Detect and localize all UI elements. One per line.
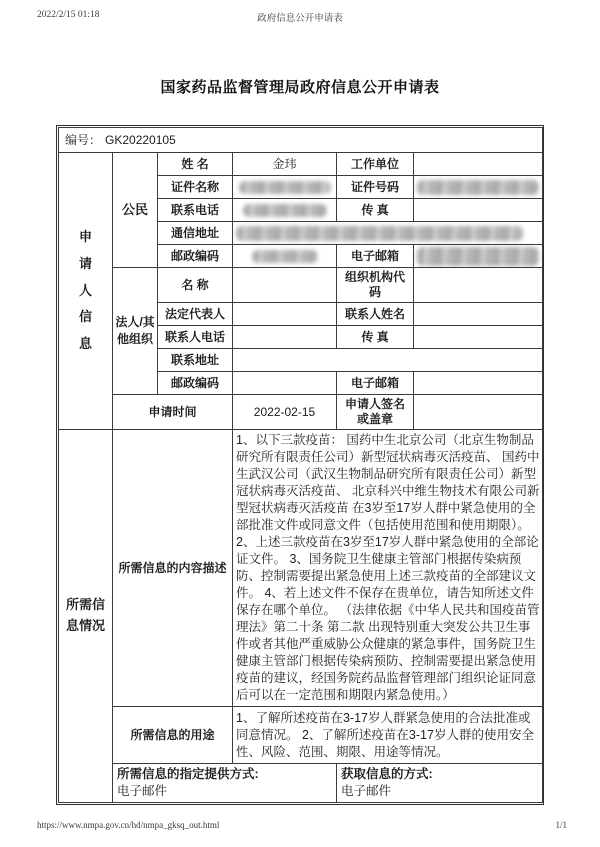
print-doc-title: 政府信息公开申请表	[257, 14, 343, 24]
org-email-value	[414, 372, 543, 395]
contact-name-label: 联系人姓名	[337, 303, 414, 326]
cert-no-label: 证件号码	[337, 176, 414, 199]
serial-cell	[59, 128, 543, 153]
apply-date-row	[59, 395, 543, 430]
info-description-row	[59, 430, 543, 707]
cert-name-label: 证件名称	[158, 176, 233, 199]
cert-name-value	[233, 176, 337, 199]
serial-label: 编号：	[65, 132, 102, 147]
info-section-label: 所需信息情况	[65, 597, 105, 633]
serial-row	[59, 128, 543, 153]
table-row	[59, 268, 543, 303]
name-value: 金玮	[233, 153, 337, 176]
info-section-cell	[59, 430, 113, 803]
table-row	[59, 153, 543, 176]
contact-phone-value	[233, 326, 337, 349]
signature-value	[414, 395, 543, 430]
print-page-indicator: 1/1	[555, 820, 567, 830]
serial-value: GK20220105	[105, 132, 176, 147]
fax-value	[414, 199, 543, 222]
postcode-redacted-blur	[252, 250, 318, 263]
address-value	[233, 222, 543, 245]
contact-address-value	[233, 349, 543, 372]
org-code-value	[414, 268, 543, 303]
apply-date-label: 申请时间	[113, 395, 233, 430]
print-footer	[37, 820, 567, 830]
address-label: 通信地址	[158, 222, 233, 245]
delivery-method-row	[59, 764, 543, 803]
application-form-table	[56, 125, 544, 805]
contact-phone-label: 联系人电话	[158, 326, 233, 349]
cert-no-value	[414, 176, 543, 199]
legal-rep-value	[233, 303, 337, 326]
org-name-value	[233, 268, 337, 303]
info-desc-text: 1、以下三款疫苗： 国药中生北京公司（北京生物制品研究所有限责任公司）新型冠状病毒灭活疫苗、 国药中生武汉公司（武汉生物制品研究所有限责任公司）新型冠状病毒灭活疫苗、 北京科兴中维生物技术有限公司新型冠状病毒灭活疫苗 在3岁至17岁人群中紧急使用的全部批准文件或同意文件（包括使用范围和使用期限）。 2、上述三款疫苗在3岁至17岁人群中紧急使用的全部论证文件。 3、国务院卫生健康主管部门根据传染病预防、控制需要提出紧急使用上述三款疫苗的全部建议文件。 4、若上述文件不保存在贵单位，请告知所述文件保存在哪个单位。 （法律依据《中华人民共和国疫苗管理法》第二十条 第二款 出现特别重大突发公共卫生事件或者其他严重威胁公众健康的紧急事件，国务院卫生健康主管部门根据传染病预防、控制需要提出紧急使用疫苗的建议，经国务院药品监督管理部门组织论证同意后可以在一定范围和期限内紧急使用。）	[233, 430, 543, 707]
org-name-label: 名 称	[158, 268, 233, 303]
delivery-method-value: 电子邮件	[117, 784, 168, 798]
org-code-label: 组织机构代码	[337, 268, 414, 303]
work-unit-label: 工作单位	[337, 153, 414, 176]
phone-redacted-blur	[243, 204, 327, 217]
signature-label: 申请人签名或盖章	[337, 395, 414, 430]
name-label: 姓 名	[158, 153, 233, 176]
delivery-method-cell	[113, 764, 337, 803]
obtain-method-cell	[337, 764, 543, 803]
address-redacted-blur	[236, 226, 523, 241]
print-datetime: 2022/2/15 01:18	[37, 10, 100, 20]
email-value	[414, 245, 543, 268]
cert-no-redacted-blur	[417, 180, 539, 195]
fax-label: 传 真	[337, 199, 414, 222]
postcode-value	[233, 245, 337, 268]
info-desc-label: 所需信息的内容描述	[113, 430, 233, 707]
citizen-group-label: 公民	[121, 201, 148, 217]
applicant-section-cell	[59, 153, 113, 430]
legal-rep-label: 法定代表人	[158, 303, 233, 326]
applicant-section-label: 申请人信息	[78, 229, 92, 351]
citizen-group-cell	[113, 153, 158, 268]
cert-name-redacted-blur	[239, 181, 331, 194]
work-unit-value	[414, 153, 543, 176]
apply-date-value: 2022-02-15	[233, 395, 337, 430]
form-title: 国家药品监督管理局政府信息公开申请表	[160, 79, 440, 96]
email-label: 电子邮箱	[337, 245, 414, 268]
info-use-label: 所需信息的用途	[113, 707, 233, 764]
org-postcode-value	[233, 372, 337, 395]
obtain-method-label: 获取信息的方式:	[341, 767, 433, 781]
info-use-text: 1、了解所述疫苗在3-17岁人群紧急使用的合法批准或同意情况。 2、了解所述疫苗在3-17岁人群的使用安全性、风险、范围、期限、用途等情况。	[233, 707, 543, 764]
delivery-method-label: 所需信息的指定提供方式:	[117, 767, 259, 781]
info-use-row	[59, 707, 543, 764]
org-postcode-label: 邮政编码	[158, 372, 233, 395]
phone-value	[233, 199, 337, 222]
contact-name-value	[414, 303, 543, 326]
contact-address-label: 联系地址	[158, 349, 233, 372]
obtain-method-value: 电子邮件	[341, 784, 392, 798]
org-fax-label: 传 真	[337, 326, 414, 349]
print-footer-url: https://www.nmpa.gov.cn/hd/nmpa_gksq_out.html	[37, 820, 220, 830]
email-redacted-blur	[417, 247, 539, 266]
org-fax-value	[414, 326, 543, 349]
organization-group-label: 法人/其他组织	[115, 314, 155, 346]
organization-group-cell	[113, 268, 158, 395]
print-header	[37, 10, 563, 24]
phone-label: 联系电话	[158, 199, 233, 222]
form-grid	[58, 127, 543, 803]
postcode-label: 邮政编码	[158, 245, 233, 268]
org-email-label: 电子邮箱	[337, 372, 414, 395]
